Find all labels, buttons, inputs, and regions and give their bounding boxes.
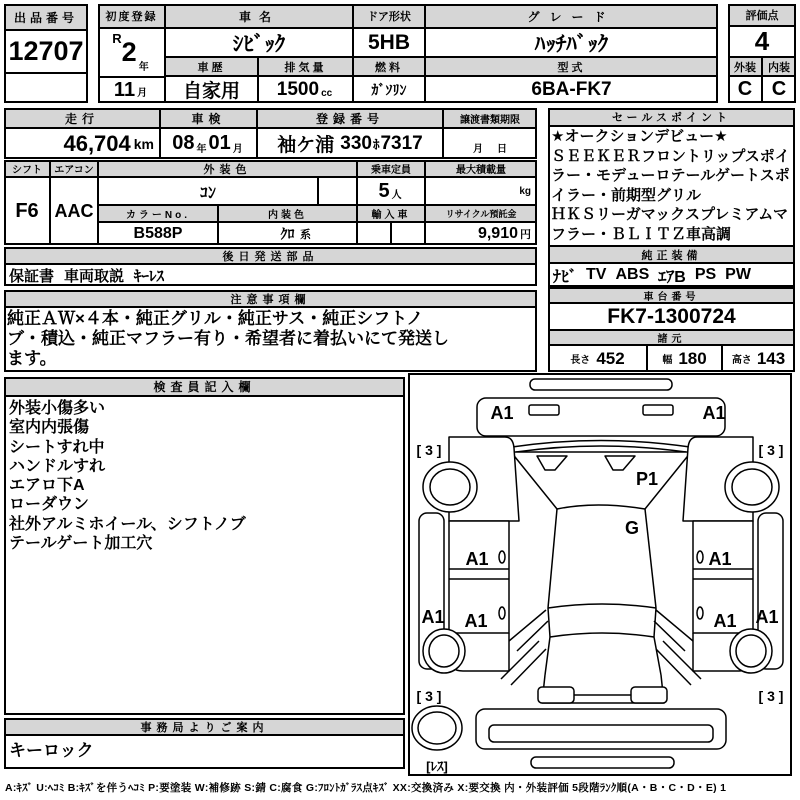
first-reg-year: 2 <box>121 37 137 67</box>
inspection-month-suffix: 月 <box>232 144 243 155</box>
height-label: 高さ <box>731 355 752 366</box>
notes-text: 純正ＡＷ×４本・純正グリル・純正サス・純正シフトノブ・積込・純正マフラー有り・希望者に着払いにて発送します。 <box>7 309 449 368</box>
shift-value: F6 <box>4 177 50 245</box>
mileage-unit: km <box>133 135 154 152</box>
equipment-item: ｴｱB <box>658 268 686 286</box>
rear-bumper-strip <box>531 757 674 768</box>
tail-light-right <box>631 687 667 703</box>
mileage-value: 46,704 <box>63 130 131 156</box>
aircon-value: AAC <box>50 177 98 245</box>
mileage-label: 走行 <box>4 108 160 128</box>
spare-tire-inner <box>418 712 456 744</box>
cowl-line <box>516 446 686 452</box>
ext-color-suffix-cell <box>318 177 357 205</box>
car-name-label: 車名 <box>165 4 353 28</box>
inspection-cell <box>160 128 257 159</box>
reg-no-kana: ﾎ <box>372 137 380 152</box>
damage-mark-rocker-right: A1 <box>755 607 779 627</box>
reg-no-cell <box>257 128 443 159</box>
office-label: 事務局よりご案内 <box>4 718 405 735</box>
damage-mark-door-left: A1 <box>465 549 489 569</box>
inspector-line: 外装小傷多い <box>9 400 106 417</box>
history-value: 自家用 <box>165 76 258 103</box>
width-value: 180 <box>678 348 707 368</box>
reg-no-class: 330 <box>340 132 372 154</box>
notes-label: 注意事項欄 <box>4 290 537 307</box>
front-bumper-strip <box>530 379 672 390</box>
damage-mark-windshield: P1 <box>635 469 659 489</box>
front-wheel-right-inner <box>732 469 772 505</box>
mileage-cell <box>4 128 160 159</box>
inspector-label: 検査員記入欄 <box>4 377 405 396</box>
transfer-deadline-cell <box>443 128 537 159</box>
grade-value: ﾊｯﾁﾊﾞｯｸ <box>425 28 718 57</box>
later-parts-label: 後日発送部品 <box>4 247 537 264</box>
inspector-line: ハンドルすれ <box>9 457 106 475</box>
inspection-year: 08 <box>172 132 195 154</box>
transfer-deadline-label: 譲渡書類期限 <box>443 108 537 128</box>
damage-mark-rear-door-right: A1 <box>713 611 737 631</box>
color-no-value: B588P <box>98 222 218 245</box>
later-parts-value <box>4 264 537 286</box>
first-reg-month-suffix: 月 <box>137 88 148 99</box>
office-value: キーロック <box>4 735 405 769</box>
door-handle-icon <box>697 551 703 563</box>
import-cell-2 <box>391 222 425 245</box>
capacity-unit: 人 <box>391 190 402 201</box>
dimensions-label: 諸元 <box>548 330 795 345</box>
length-label: 長さ <box>570 355 591 366</box>
later-parts-item: ｷｰﾚｽ <box>134 267 165 285</box>
equipment-item: PS <box>694 266 717 283</box>
equipment-cell <box>548 263 795 287</box>
ext-color-value: ｺﾝ <box>98 177 318 205</box>
windshield <box>511 452 691 509</box>
ext-color-label: 外装色 <box>98 160 357 177</box>
width-label: 幅 <box>662 355 673 366</box>
headlight-left <box>529 405 559 415</box>
recycle-unit: 円 <box>520 228 531 241</box>
front-wheel-left-inner <box>430 469 470 505</box>
first-reg-year-suffix: 年 <box>138 62 149 73</box>
first-reg-month-cell <box>98 77 165 103</box>
recycle-cell <box>425 222 537 245</box>
headlight-right <box>643 405 673 415</box>
damage-mark-3-front-right: [ 3 ] <box>758 442 784 458</box>
transfer-day-suffix: 日 <box>497 144 507 155</box>
sales-points-cell <box>548 126 795 246</box>
inspector-line: 社外アルミホイール、シフトノブ <box>9 515 246 533</box>
first-reg-month: 11 <box>113 78 136 101</box>
car-condition-diagram <box>410 375 790 774</box>
capacity-cell <box>357 177 425 205</box>
tail-light-left <box>538 687 574 703</box>
int-color-label: 内装色 <box>218 205 357 222</box>
reg-no-area: 袖ケ浦 <box>277 135 335 156</box>
damage-mark-rear-door-left: A1 <box>464 611 488 631</box>
damage-mark-3-rear-left: [ 3 ] <box>416 688 442 704</box>
damage-mark-front-left: A1 <box>490 403 514 423</box>
aircon-label: エアコン <box>50 160 98 177</box>
inspector-cell <box>4 396 405 715</box>
transfer-month-suffix: 月 <box>473 144 483 155</box>
model-code-label: 型式 <box>425 57 718 76</box>
inspection-label: 車検 <box>160 108 257 128</box>
front-bumper <box>477 398 725 436</box>
sales-points-label: セールスポイント <box>548 108 795 126</box>
damage-mark-front-right: A1 <box>702 403 726 423</box>
auction-no-empty-box <box>4 73 88 103</box>
inspection-year-suffix: 年 <box>196 144 207 155</box>
rear-wheel-right-inner <box>736 635 766 667</box>
int-color-suffix: 系 <box>300 228 311 241</box>
recycle-value: 9,910 <box>477 224 518 242</box>
rear-wheel-left-inner <box>429 635 459 667</box>
rear-window-bottom <box>550 633 654 637</box>
dimension-width-cell <box>647 345 722 372</box>
roof-side-right <box>645 509 656 608</box>
color-no-label: カラーNo. <box>98 205 218 222</box>
chassis-value: FK7-1300724 <box>548 303 795 330</box>
shift-label: シフト <box>4 160 50 177</box>
length-value: 452 <box>596 348 625 368</box>
door-shape-label: ドア形状 <box>353 4 425 28</box>
damage-code-legend: A:ｷｽﾞ U:ﾍｺﾐ B:ｷｽﾞを伴うﾍｺﾐ P:要塗装 W:補修跡 S:錆 C:腐食 G:ﾌﾛﾝﾄｶﾞﾗｽ点ｷｽﾞ XX:交換済み X:要交換 内・外装評価 5段階ﾗﾝｸ順(A・B・C・D・E) 1 <box>5 782 727 794</box>
score-label: 評価点 <box>728 4 796 26</box>
displacement-value: 1500 <box>276 78 320 100</box>
rear-bumper-inner <box>489 725 713 742</box>
exterior-grade-value: C <box>728 76 762 103</box>
reg-no-number: 7317 <box>380 132 423 154</box>
score-value: 4 <box>728 26 796 57</box>
capacity-label: 乗車定員 <box>357 160 425 177</box>
equipment-label: 純正装備 <box>548 246 795 263</box>
inspector-line: テールゲート加工穴 <box>9 535 153 553</box>
interior-grade-label: 内装 <box>762 57 796 76</box>
damage-mark-door-right: A1 <box>708 549 732 569</box>
capacity-value: 5 <box>378 179 390 202</box>
tailgate-sides <box>545 637 661 675</box>
dimension-height-cell <box>722 345 795 372</box>
int-color-cell <box>218 222 357 245</box>
auction-no-value: 12707 <box>4 30 88 73</box>
damage-mark-rocker-left: A1 <box>421 607 445 627</box>
equipment-item: ABS <box>615 266 650 283</box>
inspection-month: 01 <box>208 132 231 154</box>
displacement-label: 排気量 <box>258 57 353 76</box>
damage-mark-spare: [ﾚｽ] <box>426 759 448 774</box>
max-load-unit: kg <box>519 185 531 197</box>
max-load-label: 最大積載量 <box>425 160 537 177</box>
height-value: 143 <box>756 348 786 368</box>
equipment-item: TV <box>586 266 607 283</box>
first-reg-label: 初度登録 <box>98 4 165 28</box>
damage-mark-roof: G <box>624 518 640 538</box>
first-reg-era: R <box>112 31 122 46</box>
model-code-value: 6BA-FK7 <box>425 76 718 103</box>
later-parts-item: 保証書 <box>9 267 55 285</box>
later-parts-item: 車両取説 <box>64 267 125 285</box>
max-load-cell <box>425 177 537 205</box>
door-handle-icon <box>697 607 703 619</box>
sales-points-line: ＳＥＥＫＥＲフロントリップスポイラー・モデューロテールゲートスポイラー・前期型グリル <box>551 147 790 204</box>
inspector-line: シートすれ中 <box>9 438 105 456</box>
reg-no-label: 登録番号 <box>257 108 443 128</box>
notes-cell <box>4 307 537 372</box>
displacement-unit: cc <box>321 88 333 99</box>
door-handle-icon <box>499 551 505 563</box>
dimension-length-cell <box>548 345 647 372</box>
import-cell-1 <box>357 222 391 245</box>
first-reg-year-cell <box>98 28 165 77</box>
equipment-item: ﾅﾋﾞ <box>553 268 578 286</box>
interior-grade-value: C <box>762 76 796 103</box>
inspector-line: 室内内張傷 <box>9 419 90 437</box>
fuel-label: 燃料 <box>353 57 425 76</box>
inspector-line: ローダウン <box>9 496 90 514</box>
int-color-value: ｸﾛ <box>280 225 295 242</box>
exterior-grade-label: 外装 <box>728 57 762 76</box>
damage-mark-3-rear-right: [ 3 ] <box>758 688 784 704</box>
damage-mark-3-front-left: [ 3 ] <box>416 442 442 458</box>
grade-label: グレード <box>425 4 718 28</box>
recycle-label: リサイクル預託金 <box>425 205 537 222</box>
import-label: 輸入車 <box>357 205 425 222</box>
inspector-line: エアロ下A <box>9 477 85 495</box>
rear-window-top <box>548 604 656 608</box>
chassis-label: 車台番号 <box>548 287 795 303</box>
door-handle-icon <box>499 607 505 619</box>
equipment-item: PW <box>725 266 751 283</box>
history-label: 車歴 <box>165 57 258 76</box>
fuel-value: ｶﾞｿﾘﾝ <box>353 76 425 103</box>
sales-points-line: ★オークションデビュー★ <box>551 128 728 145</box>
sales-points-line: ＨＫＳリーガマックスプレミアムマフラー・ＢＬＩＴＺ車高調 <box>551 206 789 243</box>
car-name-value: ｼﾋﾞｯｸ <box>165 28 353 57</box>
roof-side-left <box>548 509 557 608</box>
auction-no-label: 出品番号 <box>4 4 88 30</box>
displacement-cell <box>258 76 353 103</box>
door-shape-value: 5HB <box>353 28 425 57</box>
